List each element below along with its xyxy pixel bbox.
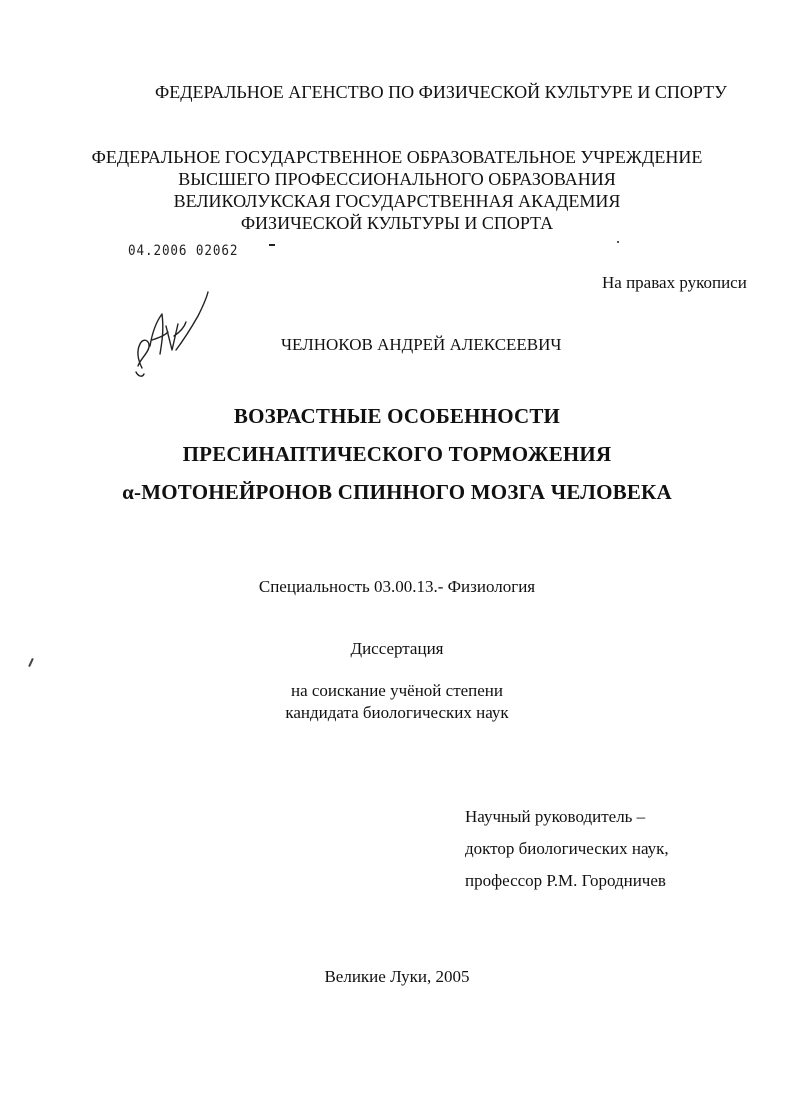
handwritten-signature-icon — [128, 286, 210, 382]
place-year: Великие Луки, 2005 — [324, 967, 470, 986]
specialty-line: Специальность 03.00.13.- Физиология — [258, 577, 536, 596]
manuscript-note: На правах рукописи — [602, 273, 747, 292]
title-line-3: α-МОТОНЕЙРОНОВ СПИННОГО МОЗГА ЧЕЛОВЕКА — [122, 480, 672, 504]
stamp-dash — [269, 244, 275, 246]
institution-line-3: ВЕЛИКОЛУКСКАЯ ГОСУДАРСТВЕННАЯ АКАДЕМИЯ — [173, 191, 621, 211]
supervisor-line-3: профессор Р.М. Городничев — [465, 871, 666, 890]
degree-line-2: кандидата биологических наук — [285, 703, 509, 722]
institution-line-1: ФЕДЕРАЛЬНОЕ ГОСУДАРСТВЕННОЕ ОБРАЗОВАТЕЛЬНОЕ УЧРЕЖДЕНИЕ — [91, 147, 703, 167]
registration-number-stamp: 04.2006 02062 — [128, 243, 239, 259]
institution-line-4: ФИЗИЧЕСКОЙ КУЛЬТУРЫ И СПОРТА — [240, 213, 554, 233]
supervisor-line-1: Научный руководитель – — [465, 807, 646, 826]
title-line-1: ВОЗРАСТНЫЕ ОСОБЕННОСТИ — [233, 404, 561, 428]
degree-line-1: на соискание учёной степени — [290, 681, 504, 700]
supervisor-line-2: доктор биологических наук, — [465, 839, 669, 858]
agency-heading: ФЕДЕРАЛЬНОЕ АГЕНСТВО ПО ФИЗИЧЕСКОЙ КУЛЬТУРЕ И СПОРТУ — [155, 82, 727, 102]
institution-line-2: ВЫСШЕГО ПРОФЕССИОНАЛЬНОГО ОБРАЗОВАНИЯ — [178, 169, 616, 189]
author-name: ЧЕЛНОКОВ АНДРЕЙ АЛЕКСЕЕВИЧ — [281, 335, 562, 354]
scan-speck — [617, 241, 619, 243]
title-line-2: ПРЕСИНАПТИЧЕСКОГО ТОРМОЖЕНИЯ — [182, 442, 612, 466]
document-type: Диссертация — [350, 639, 444, 658]
